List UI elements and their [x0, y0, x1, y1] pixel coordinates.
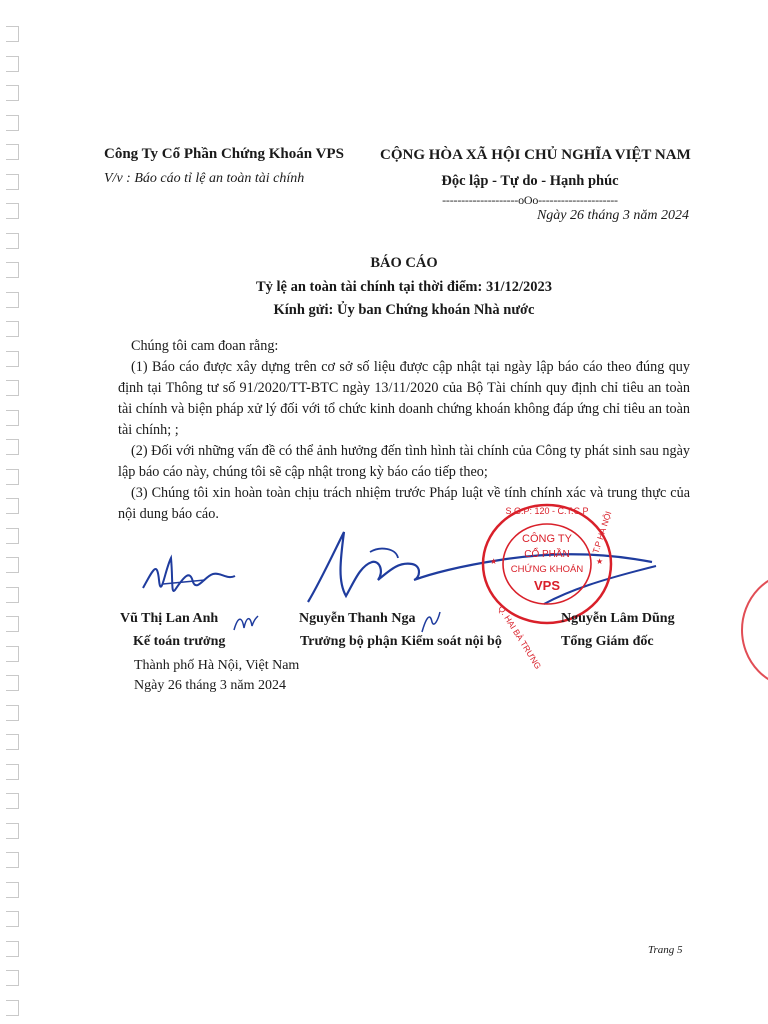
binder-hole	[6, 262, 19, 278]
report-recipient: Kính gửi: Ủy ban Chứng khoán Nhà nước	[273, 302, 535, 318]
binder-hole	[6, 85, 19, 101]
page-number: Trang 5	[648, 944, 683, 956]
binder-hole	[6, 764, 19, 780]
binder-hole	[6, 1000, 19, 1016]
signatory-name-1: Vũ Thị Lan Anh	[120, 611, 219, 626]
body-paragraph-2: (2) Đối với những vấn đề có thể ảnh hưởng đến tình hình tài chính của Công ty phát sinh sau ngày lập báo cáo này, chúng tôi sẽ cập nhật trong kỳ báo cáo tiếp theo;	[118, 443, 690, 480]
binder-hole	[6, 557, 19, 573]
company-name: Công Ty Cổ Phần Chứng Khoán VPS	[104, 146, 344, 162]
binder-hole	[6, 410, 19, 426]
svg-text:★: ★	[596, 557, 604, 566]
binder-hole	[6, 587, 19, 603]
stamp-line-4: VPS	[533, 578, 561, 593]
report-title: BÁO CÁO	[370, 255, 438, 271]
signatory-name-3: Nguyễn Lâm Dũng	[561, 611, 675, 626]
body-paragraph-1: (1) Báo cáo được xây dựng trên cơ sở số liệu được cập nhật tại ngày lập báo cáo theo đúng quy định tại Thông tư số 91/2020/TT-BTC ngày 13/11/2020 của Bộ Tài chính quy định chỉ tiêu an toàn tài chính và biện pháp xử lý đối với tổ chức kinh doanh chứng khoán không đáp ứng chỉ tiêu an toàn tài chính; ;	[118, 359, 690, 438]
binder-hole	[6, 616, 19, 632]
body-intro: Chúng tôi cam đoan rằng:	[131, 338, 279, 354]
binder-hole	[6, 321, 19, 337]
binder-hole	[6, 233, 19, 249]
binder-hole	[6, 793, 19, 809]
binder-hole	[6, 823, 19, 839]
signature-ke-toan	[135, 540, 245, 610]
binder-hole	[6, 174, 19, 190]
binder-hole	[6, 734, 19, 750]
initials-mark-2	[418, 608, 444, 636]
svg-text:★: ★	[490, 557, 498, 566]
binder-hole	[6, 970, 19, 986]
binder-hole	[6, 528, 19, 544]
binder-hole	[6, 911, 19, 927]
binder-hole	[6, 941, 19, 957]
body-paragraph-3: (3) Chúng tôi xin hoàn toàn chịu trách nhiệm trước Pháp luật về tính chính xác và trung thực của nội dung báo cáo.	[118, 485, 690, 522]
footer-date: Ngày 26 tháng 3 năm 2024	[134, 678, 287, 693]
nation-title: CỘNG HÒA XÃ HỘI CHỦ NGHĨA VIỆT NAM	[380, 147, 691, 163]
binder-hole	[6, 498, 19, 514]
binder-hole	[6, 203, 19, 219]
binder-hole	[6, 646, 19, 662]
binder-hole	[6, 56, 19, 72]
binder-margin	[0, 0, 26, 1024]
header-separator: --------------------oOo---------------------	[442, 193, 618, 207]
binder-hole	[6, 439, 19, 455]
signatory-role-2: Trưởng bộ phận Kiểm soát nội bộ	[300, 634, 502, 649]
signatory-role-1: Kế toán trưởng	[133, 634, 226, 649]
binder-hole	[6, 26, 19, 42]
footer-place: Thành phố Hà Nội, Việt Nam	[134, 658, 300, 673]
stamp-line-3: CHỨNG KHOÁN	[510, 564, 584, 575]
issue-date: Ngày 26 tháng 3 năm 2024	[536, 208, 689, 223]
document-subject: V/v : Báo cáo tỉ lệ an toàn tài chính	[104, 171, 305, 186]
binder-hole	[6, 380, 19, 396]
stamp-ring-left: Q. HAI BÀ TRƯNG	[496, 603, 544, 671]
report-subtitle: Tỷ lệ an toàn tài chính tại thời điểm: 31/12/2023	[255, 279, 553, 295]
binder-hole	[6, 852, 19, 868]
binder-hole	[6, 705, 19, 721]
binder-hole	[6, 115, 19, 131]
stamp-ring-top: S.G.P: 120 - C.T.C.P	[505, 506, 589, 516]
stamp-ring-right: T.P HÀ NỘI	[590, 509, 614, 555]
binder-hole	[6, 351, 19, 367]
binder-hole	[6, 675, 19, 691]
signatory-name-2: Nguyễn Thanh Nga	[299, 611, 416, 626]
binder-hole	[6, 882, 19, 898]
initials-mark-1	[232, 612, 260, 634]
binder-hole	[6, 144, 19, 160]
binder-hole	[6, 469, 19, 485]
signatory-role-3: Tổng Giám đốc	[561, 634, 654, 649]
stamp-line-2: CỔ PHẦN	[524, 549, 570, 560]
stamp-line-1: CÔNG TY	[522, 533, 572, 545]
edge-stamp-fragment	[738, 560, 768, 690]
national-motto: Độc lập - Tự do - Hạnh phúc	[441, 173, 619, 189]
binder-hole	[6, 292, 19, 308]
